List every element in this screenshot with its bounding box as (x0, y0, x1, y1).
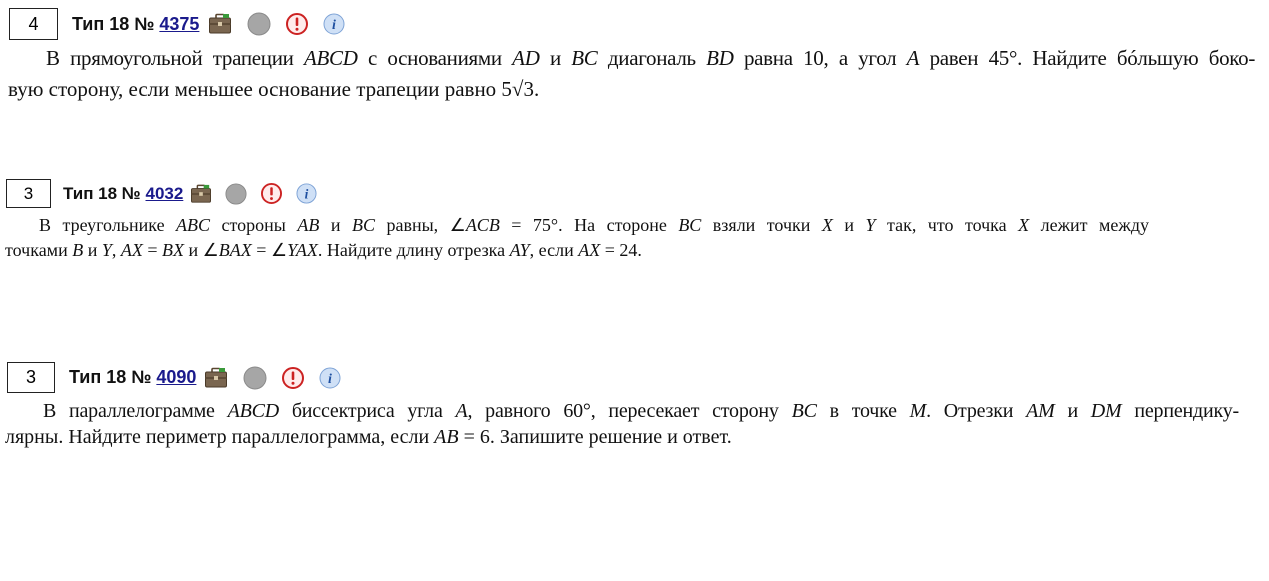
gray-circle-icon[interactable] (225, 183, 247, 205)
statement-line (8, 74, 1255, 105)
statement-line (5, 238, 1149, 263)
text-run: стороны (210, 215, 298, 235)
svg-text:i: i (328, 371, 333, 387)
statement-line (5, 213, 1149, 238)
text-run: точками (5, 240, 73, 260)
math-variable: AB (434, 426, 459, 448)
problem-number-box: 3 (7, 362, 55, 393)
text-run: = 75°. На стороне (499, 215, 679, 235)
gray-circle-icon[interactable] (243, 366, 267, 390)
math-variable: BC (351, 215, 375, 235)
problem-type-label (63, 184, 183, 204)
math-variable: A (906, 46, 920, 70)
text-run: и ∠ (184, 240, 219, 260)
math-variable: ABC (176, 215, 211, 235)
problem-statement (5, 213, 1149, 263)
math-variable: DM (1090, 400, 1122, 422)
text-run: равна 10, а угол (733, 46, 907, 70)
statement-line (5, 424, 1239, 450)
briefcase-icon[interactable] (190, 184, 212, 204)
math-variable: M (909, 400, 927, 422)
text-run: и (832, 215, 866, 235)
report-error-icon[interactable] (261, 183, 282, 204)
text-run: равен 45°. Найдите бóльшую боко- (919, 46, 1256, 70)
text-run: = 24. (600, 240, 642, 260)
text-run: и (539, 46, 572, 70)
text-run: так, что точка (875, 215, 1019, 235)
math-variable: BX (162, 240, 185, 260)
math-variable: BC (791, 400, 817, 422)
math-variable: BAX (218, 240, 252, 260)
text-run: взяли точки (701, 215, 822, 235)
text-run: и (1054, 400, 1091, 422)
math-variable: ACB (465, 215, 500, 235)
math-variable: ABCD (227, 400, 279, 422)
text-run: = ∠ (251, 240, 288, 260)
text-run: лежит между (1029, 215, 1149, 235)
report-error-icon[interactable] (282, 367, 304, 389)
math-variable: A (455, 400, 468, 422)
problem-number-box: 3 (6, 179, 51, 208)
statement-line (8, 43, 1255, 74)
info-icon[interactable] (296, 183, 317, 204)
text-run: . Найдите длину отрезка (317, 240, 510, 260)
math-variable: AM (1026, 400, 1055, 422)
math-variable: AY (509, 240, 530, 260)
problem-header (6, 179, 317, 208)
problem-type-label (72, 14, 199, 35)
text-run: , равного 60°, пересекает сторону (467, 400, 792, 422)
type-label-text: Тип 18 № (63, 183, 141, 203)
text-run: , (111, 240, 121, 260)
math-variable: AX (578, 240, 601, 260)
problem-id-link[interactable]: 4032 (145, 183, 184, 203)
text-run: = (142, 240, 163, 260)
text-run: и (319, 215, 352, 235)
info-icon[interactable] (319, 367, 341, 389)
text-run: равны, ∠ (374, 215, 466, 235)
math-variable: AB (297, 215, 320, 235)
math-variable: ABCD (304, 46, 358, 70)
type-label-text: Тип 18 № (72, 13, 155, 34)
info-icon[interactable] (323, 13, 345, 35)
math-variable: BD (706, 46, 734, 70)
text-run: и (83, 240, 102, 260)
math-variable: X (821, 215, 833, 235)
svg-text:i: i (304, 186, 309, 202)
problem-statement (5, 398, 1239, 450)
text-run: В треугольнике (39, 215, 177, 235)
problem-number-box: 4 (9, 8, 58, 40)
text-run: в точке (816, 400, 910, 422)
problem-id-link[interactable]: 4375 (159, 13, 200, 34)
text-run: вую сторону, если меньшее основание трапеции равно 5√3. (8, 77, 540, 101)
report-error-icon[interactable] (286, 13, 308, 35)
gray-circle-icon[interactable] (247, 12, 271, 36)
type-label-text: Тип 18 № (69, 367, 152, 387)
math-variable: BC (571, 46, 598, 70)
text-run: биссектриса угла (278, 400, 456, 422)
text-run: перпендику- (1121, 400, 1239, 422)
math-variable: Y (865, 215, 876, 235)
text-run: с основаниями (357, 46, 513, 70)
text-run: диагональ (597, 46, 707, 70)
statement-line (5, 398, 1239, 424)
text-run: , если (529, 240, 579, 260)
math-variable: AX (120, 240, 143, 260)
problem-statement (8, 43, 1255, 105)
math-variable: BC (678, 215, 702, 235)
math-variable: X (1018, 215, 1030, 235)
text-run: = 6. Запишите решение и ответ. (458, 426, 732, 448)
problem-type-label (69, 367, 196, 388)
math-variable: YAX (287, 240, 318, 260)
math-variable: B (72, 240, 84, 260)
problem-id-link[interactable]: 4090 (156, 367, 197, 387)
briefcase-icon[interactable] (208, 13, 232, 35)
briefcase-icon[interactable] (204, 367, 228, 389)
text-run: В прямоугольной трапеции (46, 46, 304, 70)
text-run: В параллелограмме (43, 400, 228, 422)
math-variable: Y (101, 240, 112, 260)
text-run: лярны. Найдите периметр параллелограмма, если (5, 426, 435, 448)
svg-text:i: i (332, 18, 337, 33)
text-run: . Отрезки (926, 400, 1027, 422)
problem-header (7, 362, 341, 393)
problem-header (9, 8, 345, 40)
math-variable: AD (512, 46, 540, 70)
